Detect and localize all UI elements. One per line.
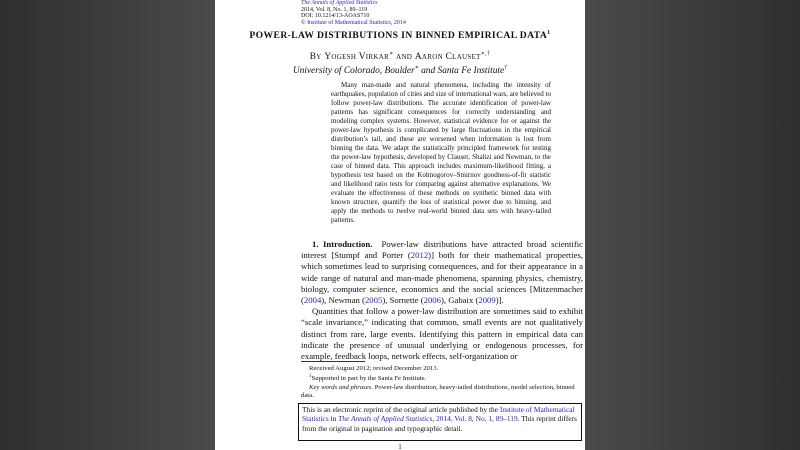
introduction-section xyxy=(301,239,583,362)
keywords-label: Key words and phrases. xyxy=(309,383,374,391)
citation-link[interactable]: 2012 xyxy=(410,250,429,261)
viewer-background-right xyxy=(585,0,800,450)
viewer-background-left xyxy=(0,0,215,450)
citation-link[interactable]: 2006 xyxy=(423,295,441,306)
reprint-notice xyxy=(298,403,582,441)
page-number: 1 xyxy=(398,443,402,450)
footnote-divider xyxy=(301,361,365,362)
and-word: and xyxy=(396,52,413,63)
by-word: By xyxy=(309,52,322,63)
affiliation-and: and xyxy=(421,66,436,77)
citation-link[interactable]: 2005 xyxy=(364,295,383,306)
footnotes xyxy=(301,365,583,400)
reprint-volume-link[interactable]: 2014, Vol. 8, No. 1, 89–119 xyxy=(436,414,518,424)
paper-title-text: POWER-LAW DISTRIBUTIONS IN BINNED EMPIRICAL DATA xyxy=(249,30,548,42)
reprint-publisher-link[interactable]: Institute of Mathematical Statistics xyxy=(302,405,575,424)
received-dates: Received August 2012; revised December 2013. xyxy=(309,365,439,372)
footnote-mark: 1 xyxy=(309,374,312,380)
section-heading: 1. Introduction. xyxy=(312,239,373,249)
doi: DOI: 10.1214/13-AOAS710 xyxy=(301,13,370,20)
citation-link[interactable]: 2009 xyxy=(478,295,496,306)
funding-footnote xyxy=(301,373,583,383)
funding-text: Supported in part by the Santa Fe Institute. xyxy=(311,375,427,383)
reprint-line1: This is an electronic reprint of the original article published by the xyxy=(302,405,498,414)
copyright-symbol: © xyxy=(301,19,306,26)
affiliation-santafe: Santa Fe Institute xyxy=(437,66,505,77)
author-virkar: Yogesh Virkar xyxy=(324,52,390,63)
keywords xyxy=(301,384,583,400)
author-virkar-mark: ∗ xyxy=(389,51,394,57)
citation-link[interactable]: 2004 xyxy=(303,295,322,306)
intro-paragraph-1 xyxy=(301,239,583,306)
reprint-journal-link[interactable]: The Annals of Applied Statistics xyxy=(338,414,433,424)
journal-name[interactable]: The Annals of Applied Statistics xyxy=(301,0,378,6)
abstract: Many man-made and natural phenomena, including the intensity of earthquakes, population of cities and size of international wars, are believed to follow power-law distributions. The accurate identification of power-law patterns has significant consequences for correctly understanding and modeling complex systems. However, statistical evidence for or against the power-law hypothesis is complicated by large fluctuations in the empirical distribution’s tail, and these are worsened when information is lost from binning the data. We adapt the statistically principled framework for testing the power-law hypothesis, developed by Clauset, Shalizi and Newman, to the case of binned data. This approach includes maximum-likelihood fitting, a hypothesis test based on the Kolmogorov–Smirnov goodness-of-fit statistic and likelihood ratio tests for comparing against alternative explanations. We evaluate the effectiveness of these methods on synthetic binned data with known structure, quantify the loss of statistical power due to binning, and apply the methods to twelve real-world binned data sets with heavy-tailed patterns. xyxy=(331,81,551,224)
intro-text-a: Power-law distributions have attracted broad scientific interest [Stumpf and Porter ( xyxy=(301,239,584,261)
author-line xyxy=(215,50,585,62)
intro-paragraph-2: Quantities that follow a power-law distribution are sometimes said to exhibit “scale invariance,” indicating that common, small events are not qualitatively distinct from rare, large events. Identifying this pattern in empirical data can indicate the presence of unusual underlying or endogenous processes, for example, feedback loops, network effects, self-organization or xyxy=(301,306,583,362)
reprint-in: in xyxy=(330,414,337,424)
affiliation-colorado: University of Colorado, Boulder xyxy=(292,66,415,77)
author-clauset-mark: ∗,† xyxy=(480,51,491,57)
intro-text-b: )] both for their mathematical properties, which sometimes lead to surprising consequences, and for their appearance in a wide range of natural and man-made phenomena, spanning physics, chemistry, biology, computer science, economics and the social sciences [Mitzenmacher ( xyxy=(301,250,584,306)
intro-text-c: ), Newman ( xyxy=(321,295,365,306)
intro-text-d: ), Sornette ( xyxy=(382,295,424,306)
author-clauset: Aaron Clauset xyxy=(414,52,481,63)
copyright-line xyxy=(301,20,406,27)
keywords-text: Power-law distribution, heavy-tailed distributions, model selection, binned data. xyxy=(301,383,575,399)
volume-info: 2014, Vol. 8, No. 1, 89–119 xyxy=(301,6,368,13)
reprint-comma: , xyxy=(432,414,435,424)
document-page xyxy=(215,0,585,450)
intro-text-f: )]. xyxy=(495,295,504,306)
paper-title xyxy=(215,30,585,41)
affiliation-colorado-mark: ∗ xyxy=(414,65,419,71)
title-footnote-mark: 1 xyxy=(547,30,551,36)
publisher-link[interactable]: Institute of Mathematical Statistics, 2014 xyxy=(307,19,406,26)
journal-header xyxy=(301,0,406,26)
affiliations xyxy=(215,64,585,76)
affiliation-santafe-mark: † xyxy=(504,65,508,71)
intro-text-e: ), Gabaix ( xyxy=(440,295,479,306)
reprint-tail: . This reprint differs from the original in pagination and typographic detail. xyxy=(302,414,577,433)
